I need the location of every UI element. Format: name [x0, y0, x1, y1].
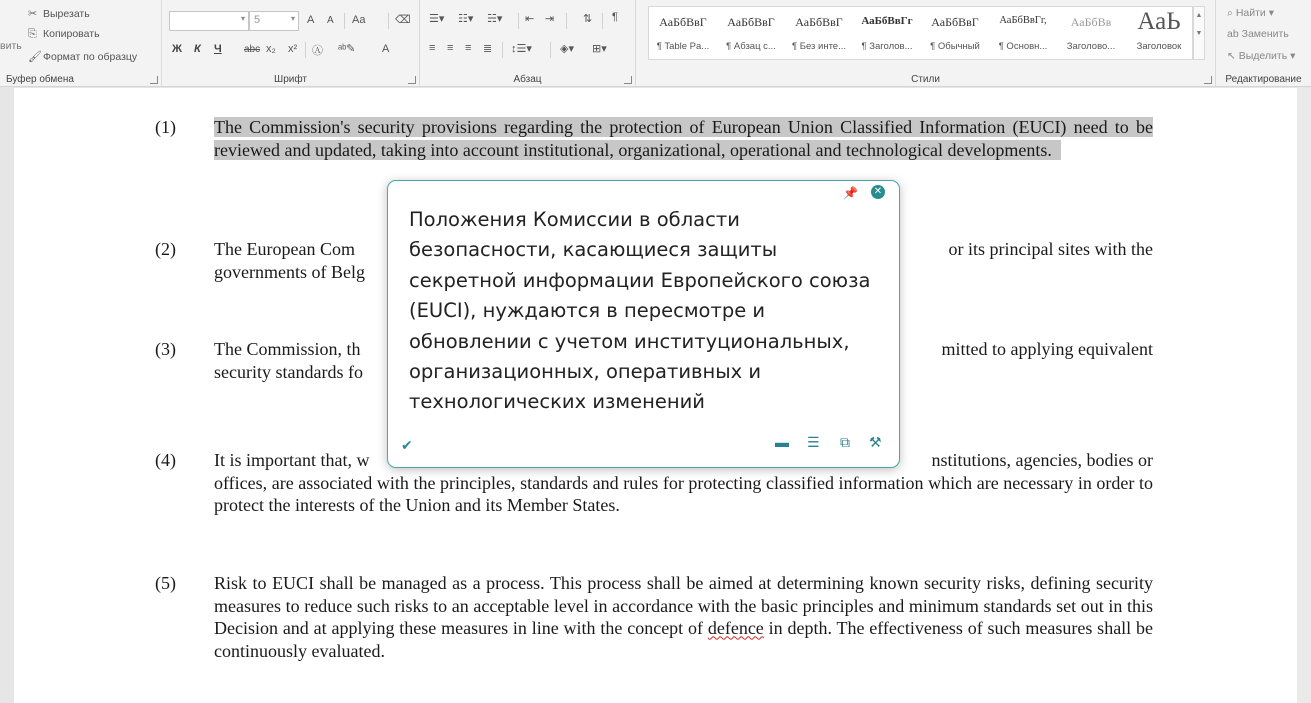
font-launcher[interactable] — [408, 76, 416, 84]
paragraph-text-line2: governments of Belg — [214, 261, 365, 282]
style-name: ¶ Заголов... — [861, 41, 913, 52]
copy-icon[interactable]: ⧉ — [840, 434, 850, 450]
style-sample: АаБбВвГ — [727, 15, 775, 29]
text-effects-icon[interactable]: Ⓐ — [312, 45, 323, 57]
cut-label: Вырезать — [43, 8, 90, 20]
scissors-icon: ✂ — [28, 8, 38, 20]
clipboard-launcher[interactable] — [150, 76, 158, 84]
paragraph-text-rest: offices, are associated with the principles, standards and rules for protecting classified information which are necessary in order to protect the interests of the Union and its Member States. — [214, 472, 1153, 516]
shading-icon[interactable]: ◈▾ — [560, 43, 574, 55]
style-tile[interactable] — [921, 7, 989, 59]
numbering-icon[interactable]: ☷▾ — [458, 13, 474, 25]
select-label: Выделить — [1238, 50, 1288, 62]
brush-icon: 🖌 — [28, 51, 42, 63]
translator-logo-icon[interactable]: ✔ — [401, 437, 413, 453]
vertical-scrollbar[interactable] — [1297, 88, 1311, 703]
spelling-error[interactable]: defence — [707, 618, 764, 639]
replace-label: Заменить — [1241, 28, 1289, 40]
chevron-down-icon: ▾ — [290, 14, 295, 23]
sort-icon[interactable]: ⇅ — [583, 13, 593, 25]
list-icon[interactable]: ☰ — [807, 434, 820, 450]
line-spacing-icon[interactable]: ↕☰▾ — [511, 43, 532, 55]
style-tile[interactable] — [989, 7, 1057, 59]
bullets-icon[interactable]: ☰▾ — [429, 13, 445, 25]
select-button[interactable]: ↖ Выделить ▾ — [1227, 50, 1296, 62]
paragraph-group — [420, 0, 636, 87]
paragraph-text-end: or its principal sites with the — [948, 239, 1153, 259]
style-sample: АаБбВвГ — [931, 15, 979, 29]
increase-indent-icon[interactable]: ⇥ — [545, 13, 555, 25]
style-tile[interactable] — [853, 7, 921, 59]
selected-text[interactable]: The Commission's security provisions regarding the protection of European Union Classified Information (EUCI) need to be reviewed and updated, taking into account institutional, organizational, operational and technological developments. — [214, 117, 1153, 160]
divider — [566, 13, 567, 29]
font-size-value: 5 — [254, 14, 261, 26]
style-sample: АаБбВвГ — [659, 15, 707, 29]
search-icon: ⌕ — [1227, 7, 1236, 19]
divider — [388, 13, 389, 29]
style-sample: АаБбВвГг — [861, 15, 913, 27]
style-name: ¶ Обычный — [930, 41, 980, 52]
paste-button[interactable] — [0, 40, 22, 52]
ribbon — [0, 0, 1311, 87]
replace-icon: ab — [1227, 28, 1242, 40]
justify-icon[interactable]: ≣ — [483, 43, 493, 55]
style-tile[interactable] — [785, 7, 853, 59]
format-painter-button[interactable] — [28, 50, 137, 63]
paragraph-group-label: Абзац — [513, 74, 542, 85]
align-left-icon[interactable]: ≡ — [429, 42, 436, 54]
translation-popup[interactable] — [387, 180, 900, 468]
paragraph-number: (3) — [155, 339, 176, 359]
font-name-combo[interactable] — [169, 11, 249, 31]
style-name: Заголовок — [1136, 41, 1182, 52]
paragraph-number: (4) — [155, 450, 176, 470]
strikethrough-button[interactable]: abc — [244, 44, 261, 55]
pin-icon[interactable]: 📌 — [843, 186, 858, 200]
font-color-button[interactable]: A — [382, 43, 390, 55]
borders-icon[interactable]: ⊞▾ — [592, 43, 607, 55]
superscript-button[interactable]: x² — [288, 43, 298, 55]
copy-button[interactable] — [28, 28, 100, 41]
save-icon[interactable]: ▬ — [775, 434, 789, 450]
style-name: ¶ Table Pa... — [656, 41, 710, 52]
cut-button[interactable] — [28, 7, 90, 20]
translation-text: Положения Комиссии в области безопасности, касающиеся защиты секретной информации Европейского союза (EUCI), нуждаются в пересмотре и обновлении с учетом институциональных, организационных, оперативных и технологических изменений — [409, 208, 871, 414]
chevron-down-icon: ▾ — [240, 14, 245, 23]
style-tile[interactable] — [1125, 7, 1193, 59]
shrink-font-button[interactable]: A — [327, 15, 334, 26]
multilevel-list-icon[interactable]: ☵▾ — [487, 13, 503, 25]
style-gallery-scroll[interactable]: ▲ ▼ — [1193, 6, 1205, 60]
divider — [344, 13, 345, 29]
paragraph-number: (5) — [155, 573, 176, 593]
style-tile[interactable] — [717, 7, 785, 59]
editing-group-label: Редактирование — [1225, 74, 1302, 85]
paragraph-text-start: It is important that, w — [214, 450, 370, 470]
paragraph-launcher[interactable] — [624, 76, 632, 84]
font-group — [162, 0, 420, 87]
style-tile[interactable] — [649, 7, 717, 59]
decrease-indent-icon[interactable]: ⇤ — [525, 13, 535, 25]
paragraph-text-start: The Commission, th — [214, 339, 361, 359]
paragraph-text[interactable] — [214, 116, 1153, 161]
copy-icon: ⎘ — [28, 28, 37, 40]
paragraph-text-line2: security standards fo — [214, 361, 363, 382]
cursor-icon: ↖ — [1227, 50, 1239, 62]
tools-icon[interactable]: ⚒ — [869, 434, 882, 450]
subscript-button[interactable]: x₂ — [266, 43, 276, 55]
style-sample: АаБбВв — [1070, 15, 1112, 29]
replace-button[interactable] — [1227, 28, 1289, 40]
align-center-icon[interactable]: ≡ — [447, 42, 454, 54]
highlight-color-icon[interactable]: ᵃᵇ✎ — [338, 43, 356, 55]
paragraph-text-end: nstitutions, agencies, bodies or — [931, 450, 1153, 470]
close-icon[interactable]: ✕ — [871, 185, 885, 199]
paragraph-text[interactable]: Risk to EUCI shall be managed as a process. This process shall be aimed at determining known security risks, defining security measures to reduce such risks to an acceptable level in accordance with the basic principles and minimum standards set out in this Decision and at applying these measures in line with the concept of defence in depth. The effectiveness of such measures shall be continuously evaluated. — [214, 573, 1154, 662]
divider — [502, 42, 503, 58]
style-sample: АаБбВвГг, — [999, 15, 1047, 26]
paragraph-number: (1) — [155, 117, 176, 137]
underline-button[interactable]: Ч — [214, 43, 222, 55]
bold-button[interactable]: Ж — [172, 43, 182, 55]
find-label: Найти — [1235, 7, 1266, 19]
paragraph-text-start: The European Com — [214, 239, 355, 259]
paragraph-text-end: mitted to applying equivalent — [941, 339, 1153, 359]
font-size-combo[interactable] — [249, 11, 299, 31]
paste-label: вить — [0, 40, 22, 52]
divider — [518, 13, 519, 29]
styles-launcher[interactable] — [1204, 76, 1212, 84]
italic-button[interactable]: К — [194, 43, 201, 55]
style-sample: АаБбВвГ — [795, 15, 843, 29]
format-painter-label: Формат по образцу — [43, 51, 138, 63]
copy-label: Копировать — [43, 28, 100, 40]
align-right-icon[interactable]: ≡ — [465, 42, 472, 54]
font-group-label: Шрифт — [274, 74, 307, 85]
style-name: ¶ Абзац с... — [726, 41, 776, 52]
style-name: ¶ Основн... — [998, 41, 1048, 52]
change-case-button[interactable]: Aa — [352, 14, 366, 26]
divider — [550, 42, 551, 58]
divider — [602, 13, 603, 29]
show-marks-icon[interactable]: ¶ — [612, 11, 618, 23]
find-button[interactable]: ⌕ Найти ▾ — [1227, 7, 1274, 19]
divider — [305, 42, 306, 58]
style-sample: АаЬ — [1137, 8, 1181, 35]
clipboard-group — [0, 0, 162, 87]
paragraph-number: (2) — [155, 239, 176, 259]
clipboard-group-label: Буфер обмена — [6, 74, 74, 85]
style-name: ¶ Без инте... — [791, 41, 847, 52]
style-gallery — [648, 6, 1193, 60]
grow-font-button[interactable]: A — [307, 14, 315, 26]
clear-format-icon[interactable]: ⌫ — [395, 14, 411, 26]
style-tile[interactable] — [1057, 7, 1125, 59]
style-name: Заголово... — [1066, 41, 1116, 52]
styles-group-label: Стили — [911, 74, 940, 85]
